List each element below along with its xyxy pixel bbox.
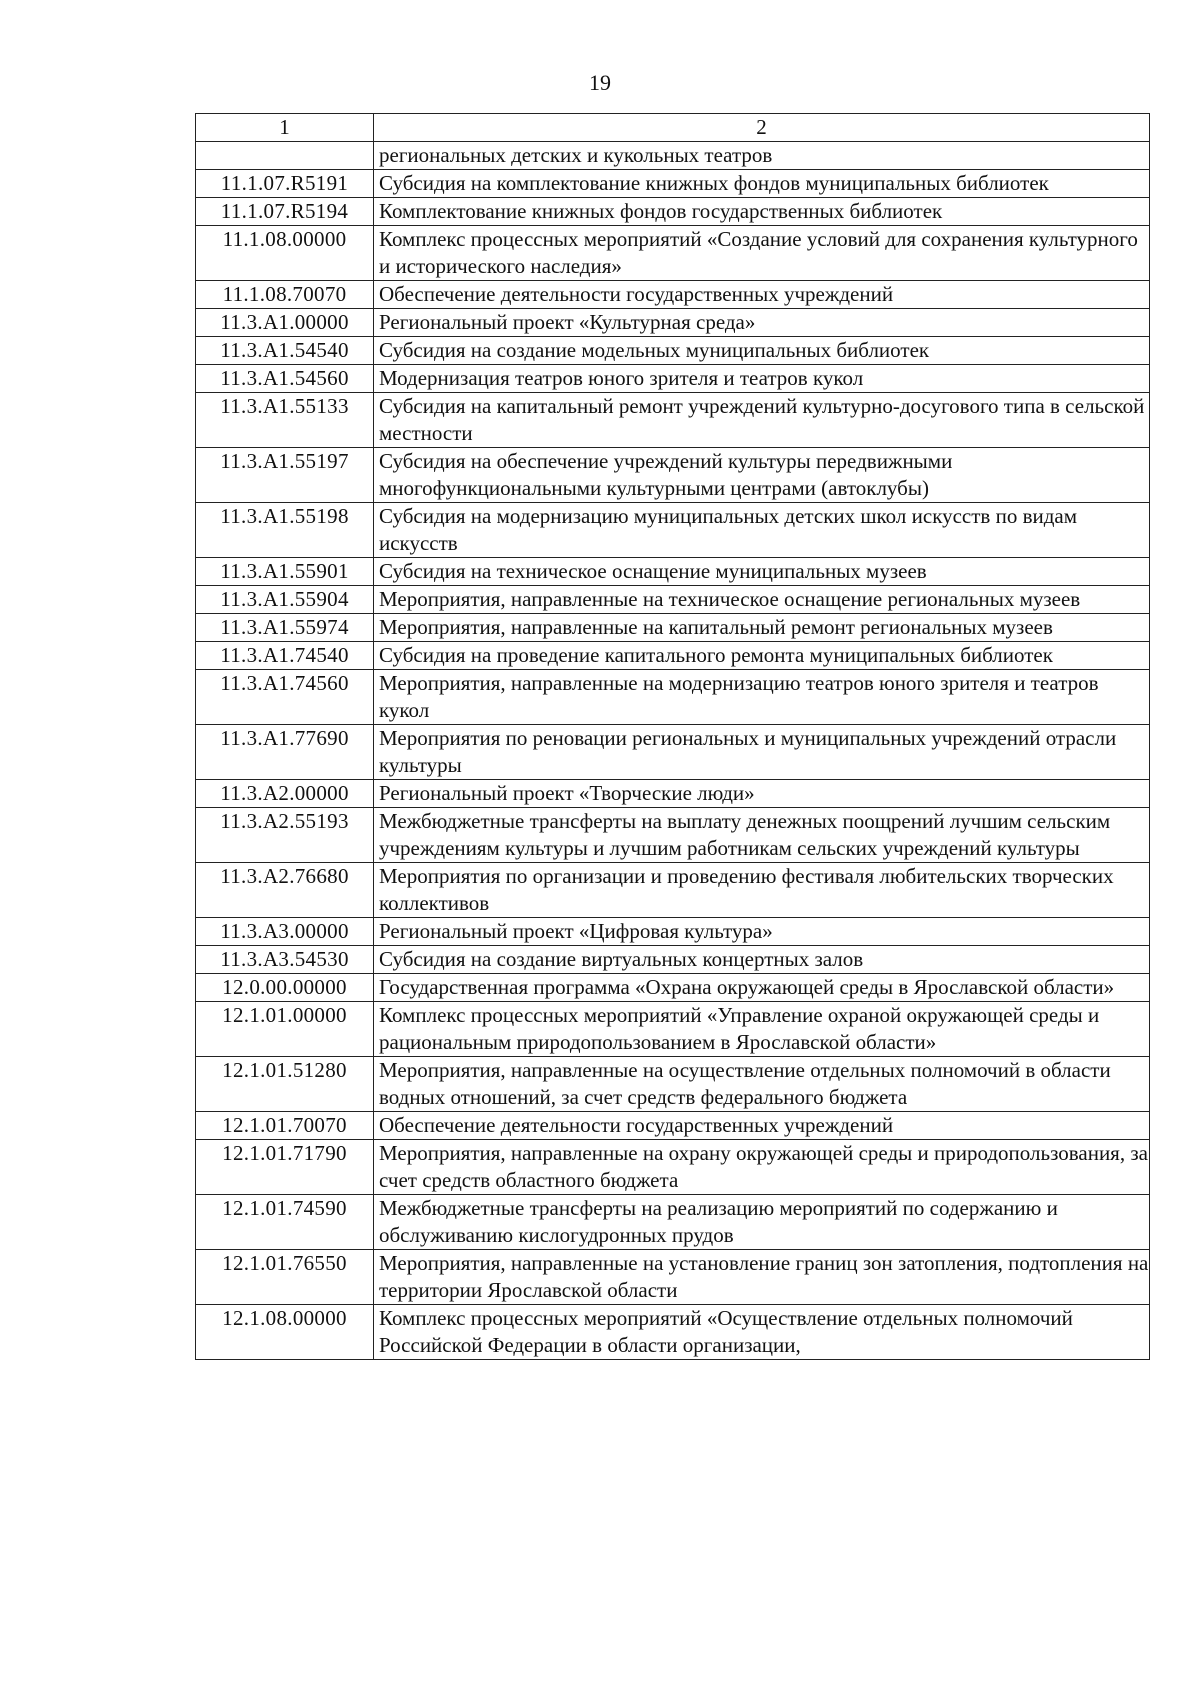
table-row [196, 1057, 1150, 1112]
table-row [196, 918, 1150, 946]
table-row [196, 808, 1150, 863]
row-description: Субсидия на капитальный ремонт учреждений культурно-досугового типа в сельской местности [374, 393, 1150, 448]
table-row [196, 863, 1150, 918]
table-header-row [196, 114, 1150, 142]
row-code: 12.0.00.00000 [196, 974, 374, 1002]
row-code: 11.3.A1.55901 [196, 558, 374, 586]
row-code: 11.3.A1.54560 [196, 365, 374, 393]
row-code: 11.1.08.70070 [196, 281, 374, 309]
row-description: Модернизация театров юного зрителя и театров кукол [374, 365, 1150, 393]
table-row [196, 226, 1150, 281]
row-description: Мероприятия, направленные на капитальный ремонт региональных музеев [374, 614, 1150, 642]
column-header-1: 1 [196, 114, 374, 142]
row-code [196, 142, 374, 170]
table-row [196, 365, 1150, 393]
table-row [196, 558, 1150, 586]
row-description: Обеспечение деятельности государственных учреждений [374, 281, 1150, 309]
table-body [196, 142, 1150, 1360]
table-row [196, 946, 1150, 974]
row-code: 11.3.A1.74560 [196, 670, 374, 725]
row-description: Субсидия на создание модельных муниципальных библиотек [374, 337, 1150, 365]
table-row [196, 1195, 1150, 1250]
row-description: Комплектование книжных фондов государственных библиотек [374, 198, 1150, 226]
row-description: Мероприятия, направленные на установление границ зон затопления, подтопления на территории Ярославской области [374, 1250, 1150, 1305]
row-description: Обеспечение деятельности государственных учреждений [374, 1112, 1150, 1140]
row-description: Государственная программа «Охрана окружающей среды в Ярославской области» [374, 974, 1150, 1002]
row-description: Субсидия на проведение капитального ремонта муниципальных библиотек [374, 642, 1150, 670]
row-code: 11.1.07.R5194 [196, 198, 374, 226]
table-row [196, 642, 1150, 670]
table-row [196, 337, 1150, 365]
row-description: Мероприятия, направленные на осуществление отдельных полномочий в области водных отношений, за счет средств федерального бюджета [374, 1057, 1150, 1112]
row-description: Региональный проект «Цифровая культура» [374, 918, 1150, 946]
row-description: региональных детских и кукольных театров [374, 142, 1150, 170]
table-row [196, 1250, 1150, 1305]
row-code: 11.3.A1.55197 [196, 448, 374, 503]
row-code: 12.1.01.70070 [196, 1112, 374, 1140]
row-code: 11.3.A1.55198 [196, 503, 374, 558]
row-description: Комплекс процессных мероприятий «Создание условий для сохранения культурного и исторического наследия» [374, 226, 1150, 281]
table-row [196, 974, 1150, 1002]
table-row [196, 670, 1150, 725]
row-code: 12.1.01.71790 [196, 1140, 374, 1195]
row-code: 12.1.01.76550 [196, 1250, 374, 1305]
table-row [196, 170, 1150, 198]
row-code: 12.1.01.74590 [196, 1195, 374, 1250]
row-code: 11.3.A1.77690 [196, 725, 374, 780]
row-description: Субсидия на создание виртуальных концертных залов [374, 946, 1150, 974]
row-description: Комплекс процессных мероприятий «Управление охраной окружающей среды и рациональным природопользованием в Ярославской области» [374, 1002, 1150, 1057]
row-code: 11.3.A1.55974 [196, 614, 374, 642]
table-row [196, 393, 1150, 448]
row-description: Субсидия на комплектование книжных фондов муниципальных библиотек [374, 170, 1150, 198]
row-code: 11.1.08.00000 [196, 226, 374, 281]
table-row [196, 1112, 1150, 1140]
row-description: Региональный проект «Творческие люди» [374, 780, 1150, 808]
row-description: Субсидия на техническое оснащение муниципальных музеев [374, 558, 1150, 586]
row-description: Мероприятия, направленные на охрану окружающей среды и природопользования, за счет средств областного бюджета [374, 1140, 1150, 1195]
row-code: 11.3.A2.55193 [196, 808, 374, 863]
row-code: 11.3.A1.74540 [196, 642, 374, 670]
row-code: 11.3.A1.55904 [196, 586, 374, 614]
row-code: 11.1.07.R5191 [196, 170, 374, 198]
table-row [196, 1140, 1150, 1195]
row-description: Субсидия на модернизацию муниципальных детских школ искусств по видам искусств [374, 503, 1150, 558]
table-row [196, 1002, 1150, 1057]
table-row [196, 614, 1150, 642]
budget-classification-table [195, 113, 1150, 1360]
table-row [196, 281, 1150, 309]
row-code: 11.3.A2.00000 [196, 780, 374, 808]
table-row [196, 142, 1150, 170]
column-header-2: 2 [374, 114, 1150, 142]
row-code: 11.3.A2.76680 [196, 863, 374, 918]
table-row [196, 586, 1150, 614]
row-description: Мероприятия по организации и проведению фестиваля любительских творческих коллективов [374, 863, 1150, 918]
row-code: 12.1.01.00000 [196, 1002, 374, 1057]
row-code: 11.3.A1.54540 [196, 337, 374, 365]
row-description: Субсидия на обеспечение учреждений культуры передвижными многофункциональными культурными центрами (автоклубы) [374, 448, 1150, 503]
row-description: Мероприятия по реновации региональных и муниципальных учреждений отрасли культуры [374, 725, 1150, 780]
row-code: 12.1.08.00000 [196, 1305, 374, 1360]
row-description: Мероприятия, направленные на техническое оснащение региональных музеев [374, 586, 1150, 614]
table-row [196, 780, 1150, 808]
row-code: 11.3.A3.00000 [196, 918, 374, 946]
row-description: Межбюджетные трансферты на реализацию мероприятий по содержанию и обслуживанию кислогудронных прудов [374, 1195, 1150, 1250]
row-code: 11.3.A1.55133 [196, 393, 374, 448]
page-number: 19 [589, 70, 611, 95]
table-row [196, 503, 1150, 558]
table-row [196, 448, 1150, 503]
table-row [196, 198, 1150, 226]
row-description: Мероприятия, направленные на модернизацию театров юного зрителя и театров кукол [374, 670, 1150, 725]
row-description: Региональный проект «Культурная среда» [374, 309, 1150, 337]
row-description: Комплекс процессных мероприятий «Осуществление отдельных полномочий Российской Федерации в области организации, [374, 1305, 1150, 1360]
row-code: 12.1.01.51280 [196, 1057, 374, 1112]
table-row [196, 309, 1150, 337]
row-code: 11.3.A3.54530 [196, 946, 374, 974]
table-row [196, 1305, 1150, 1360]
table-row [196, 725, 1150, 780]
row-description: Межбюджетные трансферты на выплату денежных поощрений лучшим сельским учреждениям культуры и лучшим работникам сельских учреждений культуры [374, 808, 1150, 863]
row-code: 11.3.A1.00000 [196, 309, 374, 337]
